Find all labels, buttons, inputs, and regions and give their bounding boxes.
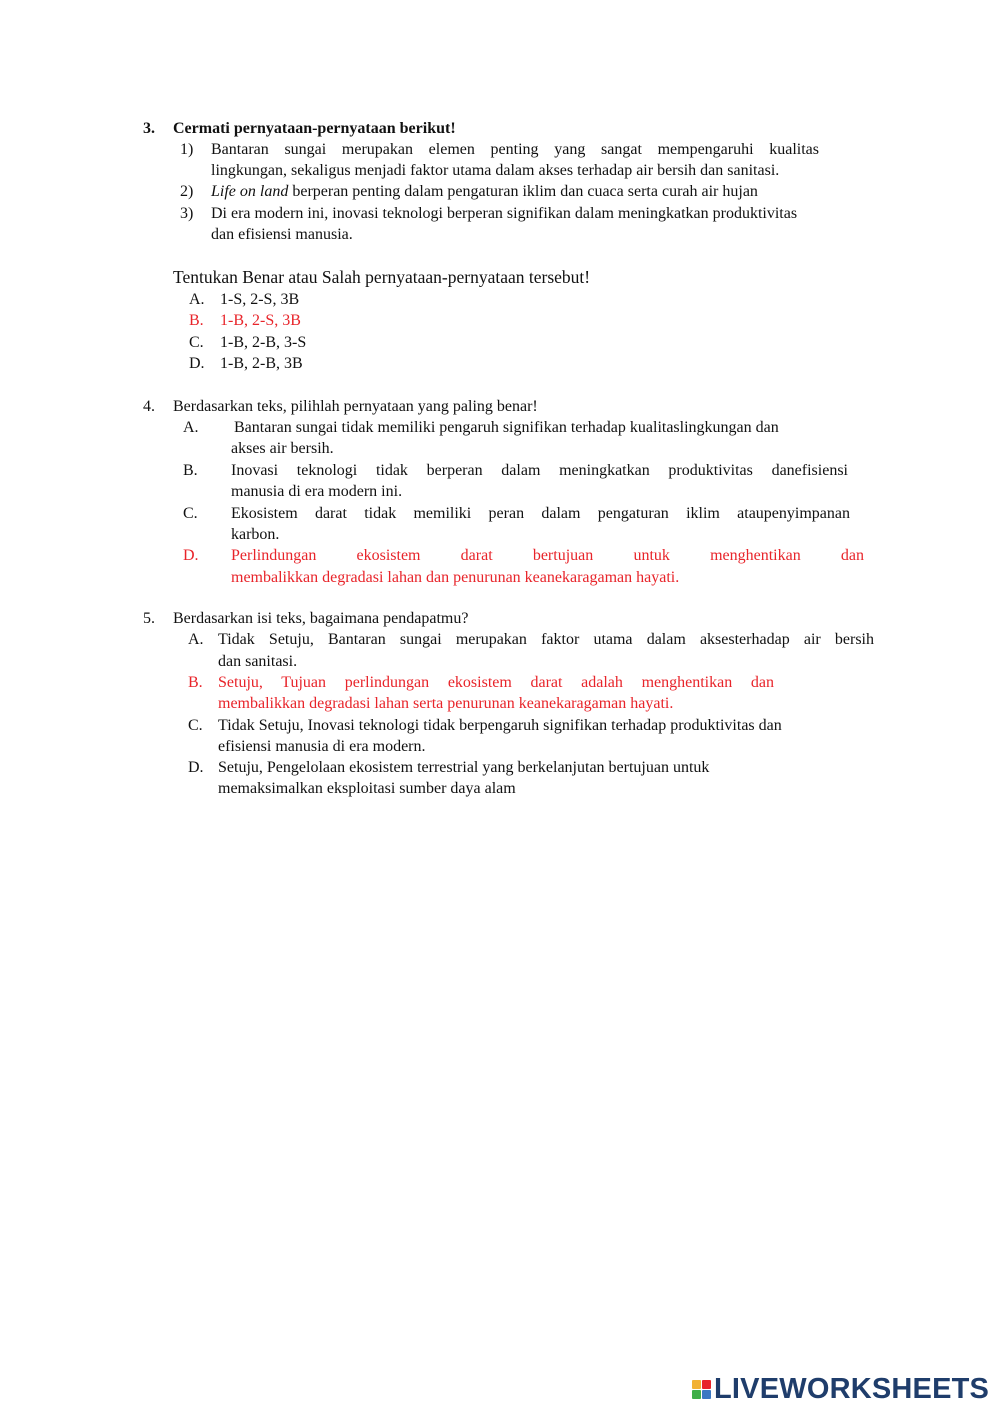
q4-option-c-letter[interactable]: C.: [183, 505, 198, 522]
q5-option-b-line1[interactable]: Setuju, Tujuan perlindungan ekosistem darat adalah menghentikan dan: [218, 674, 774, 691]
q3-statement-2: [211, 182, 758, 202]
q5-option-a-letter[interactable]: A.: [188, 631, 204, 648]
q3-option-c-text[interactable]: 1-B, 2-B, 3-S: [220, 334, 307, 351]
q5-option-b-letter[interactable]: B.: [188, 674, 203, 691]
q3-statement-3-line1: Di era modern ini, inovasi teknologi berperan signifikan dalam meningkatkan produktivitas: [211, 205, 798, 222]
q3-option-d-text[interactable]: 1-B, 2-B, 3B: [220, 355, 303, 372]
q3-statement-1-line2: lingkungan, sekaligus menjadi faktor utama dalam akses terhadap air bersih dan sanitasi.: [211, 162, 780, 179]
q5-option-c-letter[interactable]: C.: [188, 717, 203, 734]
q4-title: Berdasarkan teks, pilihlah pernyataan yang paling benar!: [173, 398, 538, 415]
q4-option-a-letter[interactable]: A.: [183, 419, 199, 436]
liveworksheets-logo-icon: [692, 1380, 711, 1399]
q4-option-c-line1[interactable]: Ekosistem darat tidak memiliki peran dalam pengaturan iklim ataupenyimpanan: [231, 505, 850, 522]
q3-option-b-letter[interactable]: B.: [189, 312, 204, 329]
q3-statement-1-line1: Bantaran sungai merupakan elemen penting yang sangat mempengaruhi kualitas: [211, 141, 819, 158]
logo-square-red: [702, 1380, 711, 1389]
q3-statement-2-number: 2): [180, 183, 194, 200]
q4-option-a-line2[interactable]: akses air bersih.: [231, 440, 334, 457]
q5-option-d-line1[interactable]: Setuju, Pengelolaan ekosistem terrestrial yang berkelanjutan bertujuan untuk: [218, 759, 710, 776]
q4-option-b-line1[interactable]: Inovasi teknologi tidak berperan dalam meningkatkan produktivitas danefisiensi: [231, 462, 848, 479]
q3-title: Cermati pernyataan-pernyataan berikut!: [173, 120, 456, 137]
q3-statement-1-number: 1): [180, 141, 194, 158]
q4-option-b-letter[interactable]: B.: [183, 462, 198, 479]
q5-title: Berdasarkan isi teks, bagaimana pendapatmu?: [173, 610, 469, 627]
q5-option-d-line2[interactable]: memaksimalkan eksploitasi sumber daya alam: [218, 780, 516, 797]
q5-option-c-line2[interactable]: efisiensi manusia di era modern.: [218, 738, 426, 755]
q3-statement-3-number: 3): [180, 205, 194, 222]
q4-option-d-line1[interactable]: Perlindungan ekosistem darat bertujuan untuk menghentikan dan: [231, 547, 864, 564]
q5-option-d-letter[interactable]: D.: [188, 759, 204, 776]
q3-option-b-text[interactable]: 1-B, 2-S, 3B: [220, 312, 301, 329]
q3-option-c-letter[interactable]: C.: [189, 334, 204, 351]
q5-option-a-line2[interactable]: dan sanitasi.: [218, 653, 298, 670]
q4-option-c-line2[interactable]: karbon.: [231, 526, 280, 543]
q3-number: 3.: [143, 120, 155, 137]
logo-square-green: [692, 1390, 701, 1399]
q3-statement-2-italic: Life on land: [211, 183, 289, 200]
q3-option-a-text[interactable]: 1-S, 2-S, 3B: [220, 291, 300, 308]
logo-square-yellow: [692, 1380, 701, 1389]
logo-text: LIVEWORKSHEETS: [714, 1372, 990, 1405]
q3-instruction: Tentukan Benar atau Salah pernyataan-pernyataan tersebut!: [173, 267, 591, 287]
q5-option-c-line1[interactable]: Tidak Setuju, Inovasi teknologi tidak berpengaruh signifikan terhadap produktivitas dan: [218, 717, 782, 734]
q5-option-a-line1[interactable]: Tidak Setuju, Bantaran sungai merupakan faktor utama dalam aksesterhadap air bersih: [218, 631, 874, 648]
liveworksheets-logo[interactable]: [692, 1372, 989, 1406]
q3-option-d-letter[interactable]: D.: [189, 355, 205, 372]
q3-statement-3-line2: dan efisiensi manusia.: [211, 226, 353, 243]
q3-statement-2-rest: berperan penting dalam pengaturan iklim dan cuaca serta curah air hujan: [288, 183, 758, 200]
q3-option-a-letter[interactable]: A.: [189, 291, 205, 308]
q4-option-d-letter[interactable]: D.: [183, 547, 199, 564]
q4-option-a-line1[interactable]: Bantaran sungai tidak memiliki pengaruh signifikan terhadap kualitaslingkungan dan: [234, 419, 779, 436]
q4-number: 4.: [143, 398, 155, 415]
q5-number: 5.: [143, 610, 155, 627]
q4-option-b-line2[interactable]: manusia di era modern ini.: [231, 483, 403, 500]
logo-square-blue: [702, 1390, 711, 1399]
q4-option-d-line2[interactable]: membalikkan degradasi lahan dan penurunan keanekaragaman hayati.: [231, 569, 680, 586]
q5-option-b-line2[interactable]: membalikkan degradasi lahan serta penurunan keanekaragaman hayati.: [218, 695, 674, 712]
